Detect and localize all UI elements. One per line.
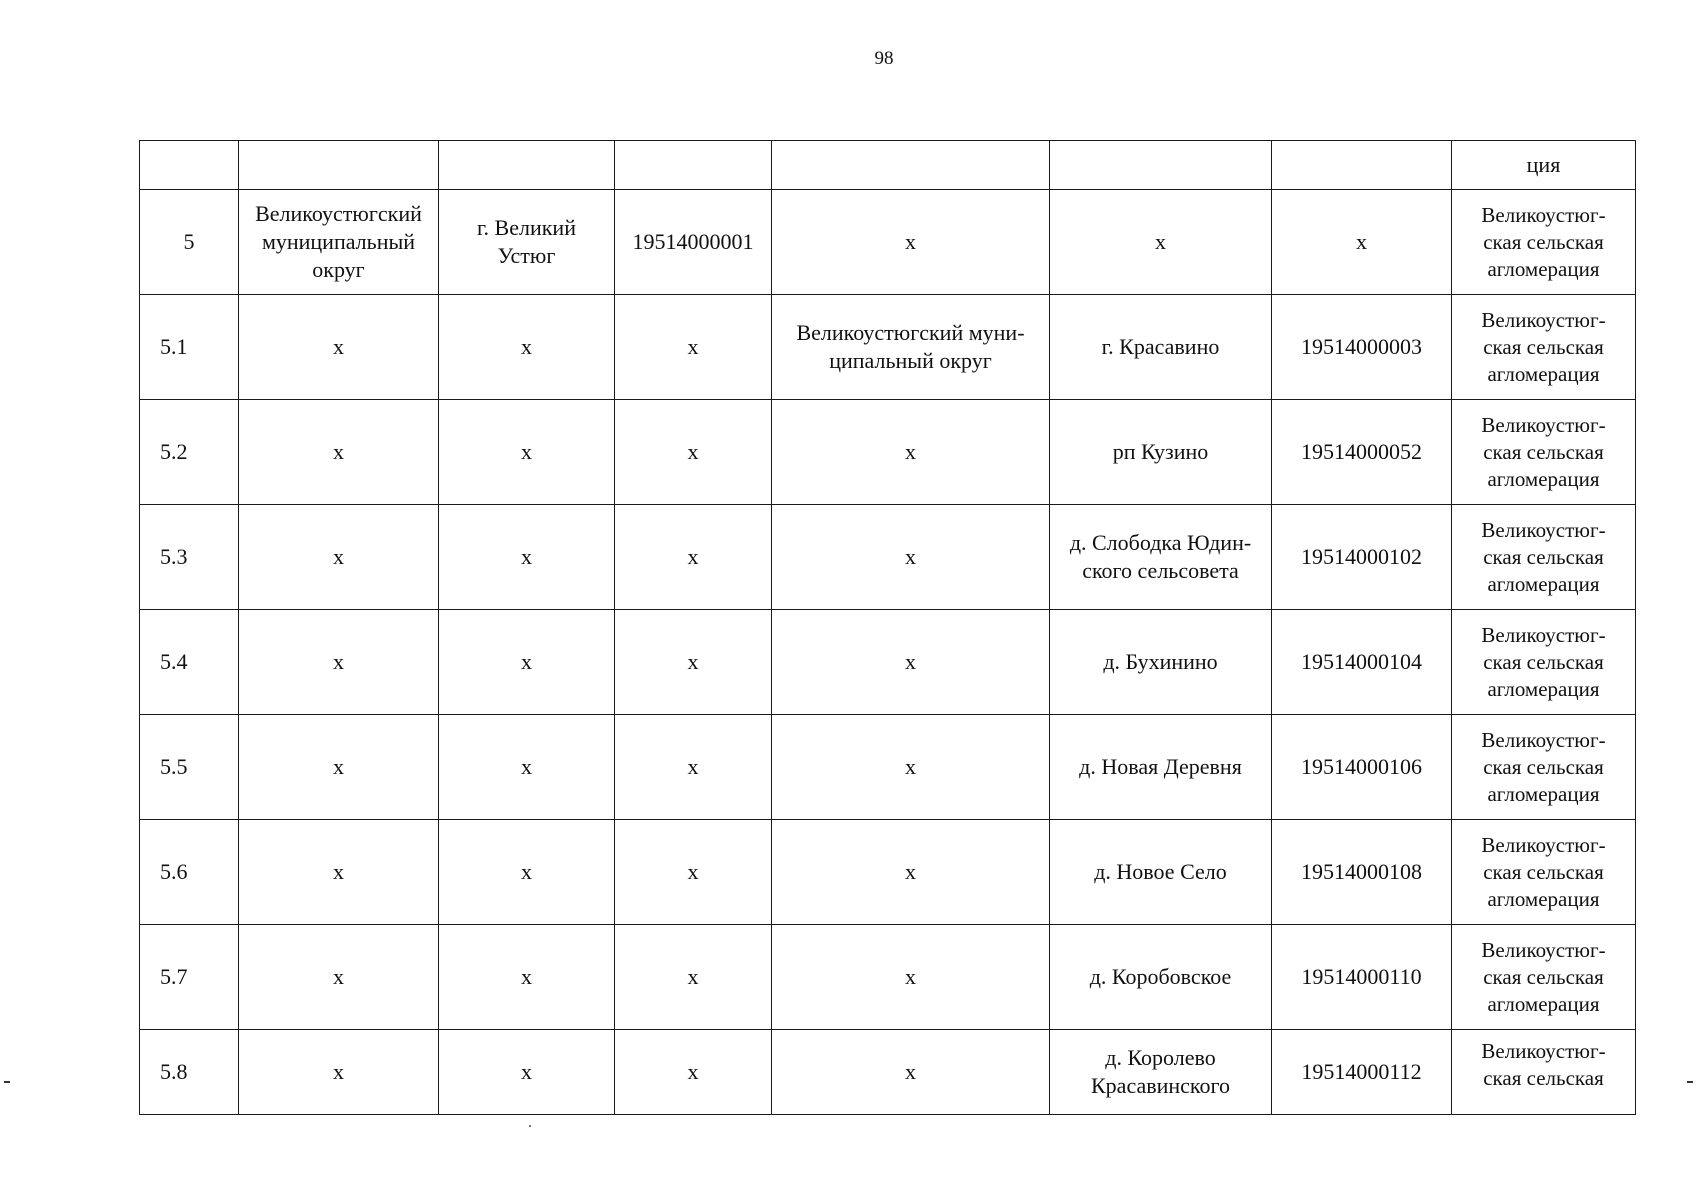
agglomeration-cell: [1452, 715, 1636, 820]
settlement-code-text: 19514000102: [1301, 544, 1422, 569]
settlement-code-text: 19514000106: [1301, 754, 1422, 779]
settlement-code-text: 19514000052: [1301, 439, 1422, 464]
agglomeration-cell: [1452, 1030, 1636, 1115]
settlement-cell: [1050, 610, 1272, 715]
sub-municipality-cell: [772, 505, 1050, 610]
center-cell: [439, 610, 615, 715]
row-number-text: 5.5: [160, 754, 188, 779]
settlement-cell: [1050, 190, 1272, 295]
center-cell: [439, 1030, 615, 1115]
agglomeration-text: Великоустюг- ская сельская агломерация: [1481, 307, 1606, 386]
municipality-cell: [239, 505, 439, 610]
settlement-code-cell: [1272, 400, 1452, 505]
table-row: [140, 820, 1636, 925]
row-number: [140, 295, 239, 400]
header-cell: [239, 141, 439, 190]
agglomeration-text: Великоустюг- ская сельская агломерация: [1481, 727, 1606, 806]
row-number-text: 5: [183, 229, 195, 254]
settlement-cell: [1050, 295, 1272, 400]
page-number: 98: [874, 48, 894, 69]
code-cell: [615, 820, 772, 925]
municipality-cell: [239, 715, 439, 820]
row-number: [140, 190, 239, 295]
municipality-text: Великоустюгский муниципальный округ: [255, 201, 422, 282]
sub-municipality-cell: [772, 925, 1050, 1030]
row-number: [140, 505, 239, 610]
center-cell: [439, 820, 615, 925]
table-row-last: [140, 1030, 1636, 1115]
settlement-code-text: 19514000110: [1301, 964, 1422, 989]
header-cell: [140, 141, 239, 190]
agglomeration-text: Великоустюг- ская сельская агломерация: [1481, 517, 1606, 596]
code-text: х: [687, 439, 699, 464]
municipality-text: х: [333, 544, 344, 569]
settlement-cell: [1050, 1030, 1272, 1115]
center-cell: [439, 190, 615, 295]
code-cell: [615, 925, 772, 1030]
sub-municipality-text: х: [905, 754, 916, 779]
row-number: [140, 820, 239, 925]
municipality-cell: [239, 925, 439, 1030]
agglomeration-text: Великоустюг- ская сельская агломерация: [1481, 937, 1606, 1016]
center-text: х: [521, 334, 532, 359]
center-text: х: [521, 439, 532, 464]
row-number-text: 5.4: [160, 649, 188, 674]
sub-municipality-text: х: [905, 229, 916, 254]
code-cell: [615, 1030, 772, 1115]
settlement-text: д. Слободка Юдин- ского сельсовета: [1069, 530, 1252, 583]
code-text: х: [687, 754, 699, 779]
row-number: [140, 715, 239, 820]
agglomeration-text: Великоустюг- ская сельская агломерация: [1481, 202, 1606, 281]
settlement-code-text: х: [1356, 229, 1367, 254]
agglomeration-text: Великоустюг- ская сельская агломерация: [1481, 622, 1606, 701]
agglomeration-cell: [1452, 925, 1636, 1030]
code-cell: [615, 190, 772, 295]
sub-municipality-cell: [772, 715, 1050, 820]
agglomeration-cell: [1452, 505, 1636, 610]
settlement-code-text: 19514000003: [1301, 334, 1422, 359]
municipality-cell: [239, 820, 439, 925]
center-text: х: [521, 544, 532, 569]
header-cell: [1050, 141, 1272, 190]
row-number-text: 5.2: [160, 439, 188, 464]
sub-municipality-cell: [772, 400, 1050, 505]
settlement-text: рп Кузино: [1112, 439, 1209, 464]
table-body: [140, 141, 1636, 1115]
municipality-text: х: [333, 964, 344, 989]
code-cell: [615, 610, 772, 715]
table-row: [140, 715, 1636, 820]
center-text: х: [521, 859, 532, 884]
row-number-text: 5.7: [160, 964, 188, 989]
municipality-text: х: [333, 334, 344, 359]
municipality-text: х: [333, 649, 344, 674]
scan-mark-right: [1687, 1081, 1693, 1083]
municipality-text: х: [333, 439, 344, 464]
table-row: [140, 925, 1636, 1030]
code-text: х: [687, 334, 699, 359]
municipality-cell: [239, 295, 439, 400]
settlement-text: д. Новая Деревня: [1079, 754, 1242, 779]
municipality-cell: [239, 400, 439, 505]
municipality-text: х: [333, 859, 344, 884]
row-number: [140, 925, 239, 1030]
settlement-cell: [1050, 820, 1272, 925]
settlement-text: д. Коробовское: [1089, 964, 1232, 989]
sub-municipality-cell: [772, 190, 1050, 295]
settlement-code-text: 19514000108: [1301, 859, 1422, 884]
code-text: х: [687, 1059, 699, 1084]
settlement-code-cell: [1272, 505, 1452, 610]
center-text: х: [521, 964, 532, 989]
sub-municipality-text: х: [905, 544, 916, 569]
sub-municipality-cell: [772, 1030, 1050, 1115]
code-cell: [615, 715, 772, 820]
table-row-main: [140, 190, 1636, 295]
center-text: х: [521, 649, 532, 674]
sub-municipality-text: х: [905, 964, 916, 989]
center-cell: [439, 295, 615, 400]
row-number-text: 5.8: [160, 1059, 188, 1084]
table-header-row: [140, 141, 1636, 190]
code-cell: [615, 400, 772, 505]
row-number: [140, 400, 239, 505]
settlement-code-cell: [1272, 190, 1452, 295]
center-text: х: [521, 1059, 532, 1084]
table-row: [140, 295, 1636, 400]
center-cell: [439, 715, 615, 820]
agglomeration-text: Великоустюг- ская сельская агломерация: [1481, 832, 1606, 911]
center-cell: [439, 505, 615, 610]
sub-municipality-text: х: [905, 1059, 916, 1084]
code-text: х: [687, 859, 699, 884]
agglomeration-cell: [1452, 400, 1636, 505]
sub-municipality-text: х: [905, 859, 916, 884]
sub-municipality-cell: [772, 820, 1050, 925]
sub-municipality-cell: [772, 610, 1050, 715]
code-text: х: [687, 649, 699, 674]
scan-speck: [529, 1125, 531, 1127]
table-row: [140, 400, 1636, 505]
sub-municipality-text: Великоустюгский муни- ципальный округ: [796, 320, 1025, 373]
center-text: г. Великий Устюг: [477, 215, 576, 268]
agglomeration-text: Великоустюг- ская сельская: [1481, 1039, 1606, 1090]
sub-municipality-cell: [772, 295, 1050, 400]
settlement-code-text: 19514000104: [1301, 649, 1422, 674]
municipality-text: х: [333, 1059, 344, 1084]
scan-mark-left: [4, 1081, 10, 1083]
row-number: [140, 1030, 239, 1115]
header-cell: [615, 141, 772, 190]
agglomeration-cell: [1452, 295, 1636, 400]
municipality-cell: [239, 190, 439, 295]
code-text: х: [687, 964, 699, 989]
municipality-text: х: [333, 754, 344, 779]
header-cell: [772, 141, 1050, 190]
center-text: х: [521, 754, 532, 779]
data-table: [139, 140, 1636, 1115]
settlement-cell: [1050, 925, 1272, 1030]
settlement-cell: [1050, 505, 1272, 610]
settlement-text: д. Королево Красавинского: [1091, 1045, 1230, 1098]
row-number-text: 5.3: [160, 544, 188, 569]
settlement-code-cell: [1272, 610, 1452, 715]
header-cell: [439, 141, 615, 190]
settlement-cell: [1050, 715, 1272, 820]
settlement-text: д. Бухинино: [1103, 649, 1218, 674]
settlement-text: д. Новое Село: [1094, 859, 1227, 884]
settlement-text: х: [1155, 229, 1166, 254]
settlement-text: г. Красавино: [1101, 334, 1220, 359]
row-number-text: 5.1: [160, 334, 188, 359]
row-number-text: 5.6: [160, 859, 188, 884]
sub-municipality-text: х: [905, 649, 916, 674]
code-text: х: [687, 544, 699, 569]
center-cell: [439, 925, 615, 1030]
municipality-cell: [239, 1030, 439, 1115]
municipality-cell: [239, 610, 439, 715]
code-cell: [615, 295, 772, 400]
settlement-code-cell: [1272, 1030, 1452, 1115]
table-row: [140, 505, 1636, 610]
settlement-code-cell: [1272, 295, 1452, 400]
settlement-code-cell: [1272, 820, 1452, 925]
agglomeration-cell: [1452, 610, 1636, 715]
code-cell: [615, 505, 772, 610]
sub-municipality-text: х: [905, 439, 916, 464]
settlement-code-cell: [1272, 715, 1452, 820]
header-cell-agglomeration: ция: [1452, 141, 1636, 190]
code-text: 19514000001: [632, 229, 754, 254]
table-row: [140, 610, 1636, 715]
settlement-code-text: 19514000112: [1301, 1059, 1422, 1084]
header-cell: [1272, 141, 1452, 190]
settlement-cell: [1050, 400, 1272, 505]
center-cell: [439, 400, 615, 505]
agglomeration-cell: [1452, 820, 1636, 925]
settlement-code-cell: [1272, 925, 1452, 1030]
agglomeration-cell: [1452, 190, 1636, 295]
row-number: [140, 610, 239, 715]
agglomeration-text: Великоустюг- ская сельская агломерация: [1481, 412, 1606, 491]
